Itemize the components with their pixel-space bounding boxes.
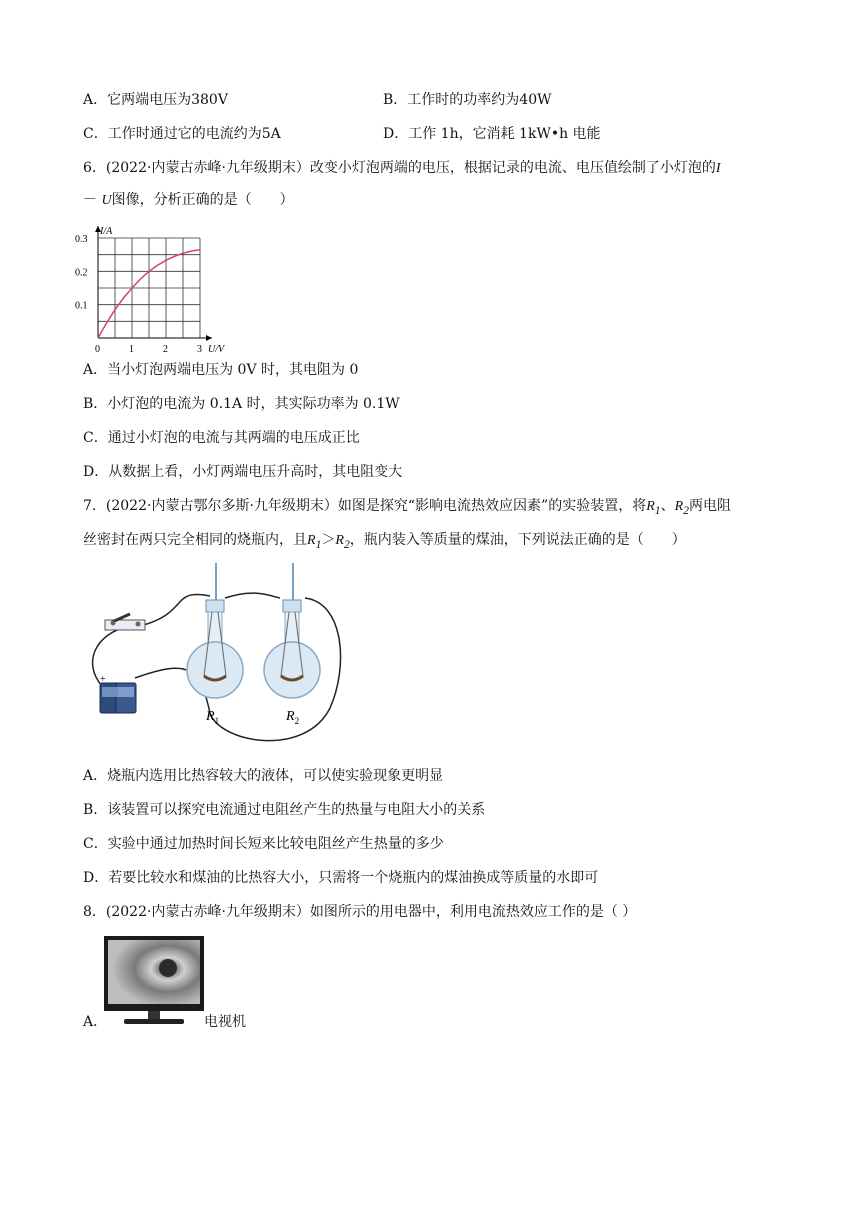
q6-stem-line2: － U图像，分析正确的是（ ） bbox=[83, 192, 294, 208]
experiment-apparatus-figure bbox=[80, 558, 350, 748]
q5-option-b: B．工作时的功率约为40W bbox=[383, 92, 552, 108]
q5-option-c: C．工作时通过它的电流约为5A bbox=[83, 126, 281, 142]
q8-option-a-label: A． bbox=[83, 1014, 108, 1030]
q6-option-b: B．小灯泡的电流为 0.1A 时，其实际功率为 0.1W bbox=[83, 396, 400, 412]
flask-r2-icon bbox=[264, 563, 320, 698]
current-variable: I bbox=[715, 161, 721, 176]
wire bbox=[93, 626, 130, 686]
y-tick-label: 0.2 bbox=[75, 267, 88, 279]
x-tick-label: 0 bbox=[95, 344, 100, 355]
y-tick-label: 0.3 bbox=[75, 234, 88, 245]
resistor-r1-symbol: $R_1$ bbox=[646, 499, 661, 517]
q8-option-a-text: 电视机 bbox=[204, 1014, 246, 1030]
wire bbox=[140, 594, 210, 626]
resistor-r2-symbol: $R_2$ bbox=[674, 499, 689, 517]
q7-option-a: A．烧瓶内选用比热容较大的液体，可以使实验现象更明显 bbox=[83, 768, 444, 784]
chart-axes bbox=[95, 226, 212, 341]
q6-option-d: D．从数据上看，小灯两端电压升高时，其电阻变大 bbox=[83, 464, 403, 480]
x-tick-label: 1 bbox=[129, 344, 134, 355]
q8-stem: 8．(2022·内蒙古赤峰·九年级期末）如图所示的用电器中，利用电流热效应工作的是（ ） bbox=[83, 904, 637, 920]
x-axis-label: U/V bbox=[208, 344, 225, 355]
x-tick-label: 3 bbox=[197, 344, 202, 355]
voltage-variable: U bbox=[101, 193, 112, 208]
q7-stem-line2: 丝密封在两只完全相同的烧瓶内，且$R_1>R_2$，瓶内装入等质量的煤油，下列说法正确的是（ ） bbox=[83, 532, 686, 551]
x-axis-arrow bbox=[206, 335, 212, 341]
q7-option-d: D．若要比较水和煤油的比热容大小，只需将一个烧瓶内的煤油换成等质量的水即可 bbox=[83, 870, 599, 886]
flask-r1-icon bbox=[187, 563, 243, 698]
q6-stem-line1: 6．(2022·内蒙古赤峰·九年级期末）改变小灯泡两端的电压，根据记录的电流、电压值绘制了小灯泡的I bbox=[83, 160, 721, 176]
iu-chart bbox=[75, 220, 235, 355]
wire bbox=[225, 593, 280, 598]
q6-option-a: A．当小灯泡两端电压为 0V 时，其电阻为 0 bbox=[83, 362, 359, 378]
q5-option-a: A．它两端电压为380V bbox=[83, 92, 228, 108]
q7-stem-line1: 7．(2022·内蒙古鄂尔多斯·九年级期末）如图是探究“影响电流热效应因素”的实验装置，将$R_1$、$R_2$两电阻 bbox=[83, 498, 731, 517]
q7-option-b: B．该装置可以探究电流通过电阻丝产生的热量与电阻大小的关系 bbox=[83, 802, 486, 818]
y-tick-label: 0.1 bbox=[75, 300, 88, 312]
fig-label-r1: $R_1$ bbox=[206, 709, 220, 726]
q5-option-d: D．工作 1h，它消耗 1kW•h 电能 bbox=[383, 126, 601, 142]
svg-text:+: + bbox=[100, 674, 106, 685]
tv-image bbox=[104, 936, 204, 1028]
fig-label-r2: $R_2$ bbox=[286, 709, 300, 726]
battery-icon bbox=[100, 674, 136, 713]
q6-option-c: C．通过小灯泡的电流与其两端的电压成正比 bbox=[83, 430, 360, 446]
x-tick-label: 2 bbox=[163, 344, 168, 355]
knife-switch-icon bbox=[105, 614, 145, 630]
y-axis-label: I/A bbox=[100, 226, 113, 237]
q7-option-c: C．实验中通过加热时间长短来比较电阻丝产生热量的多少 bbox=[83, 836, 444, 852]
